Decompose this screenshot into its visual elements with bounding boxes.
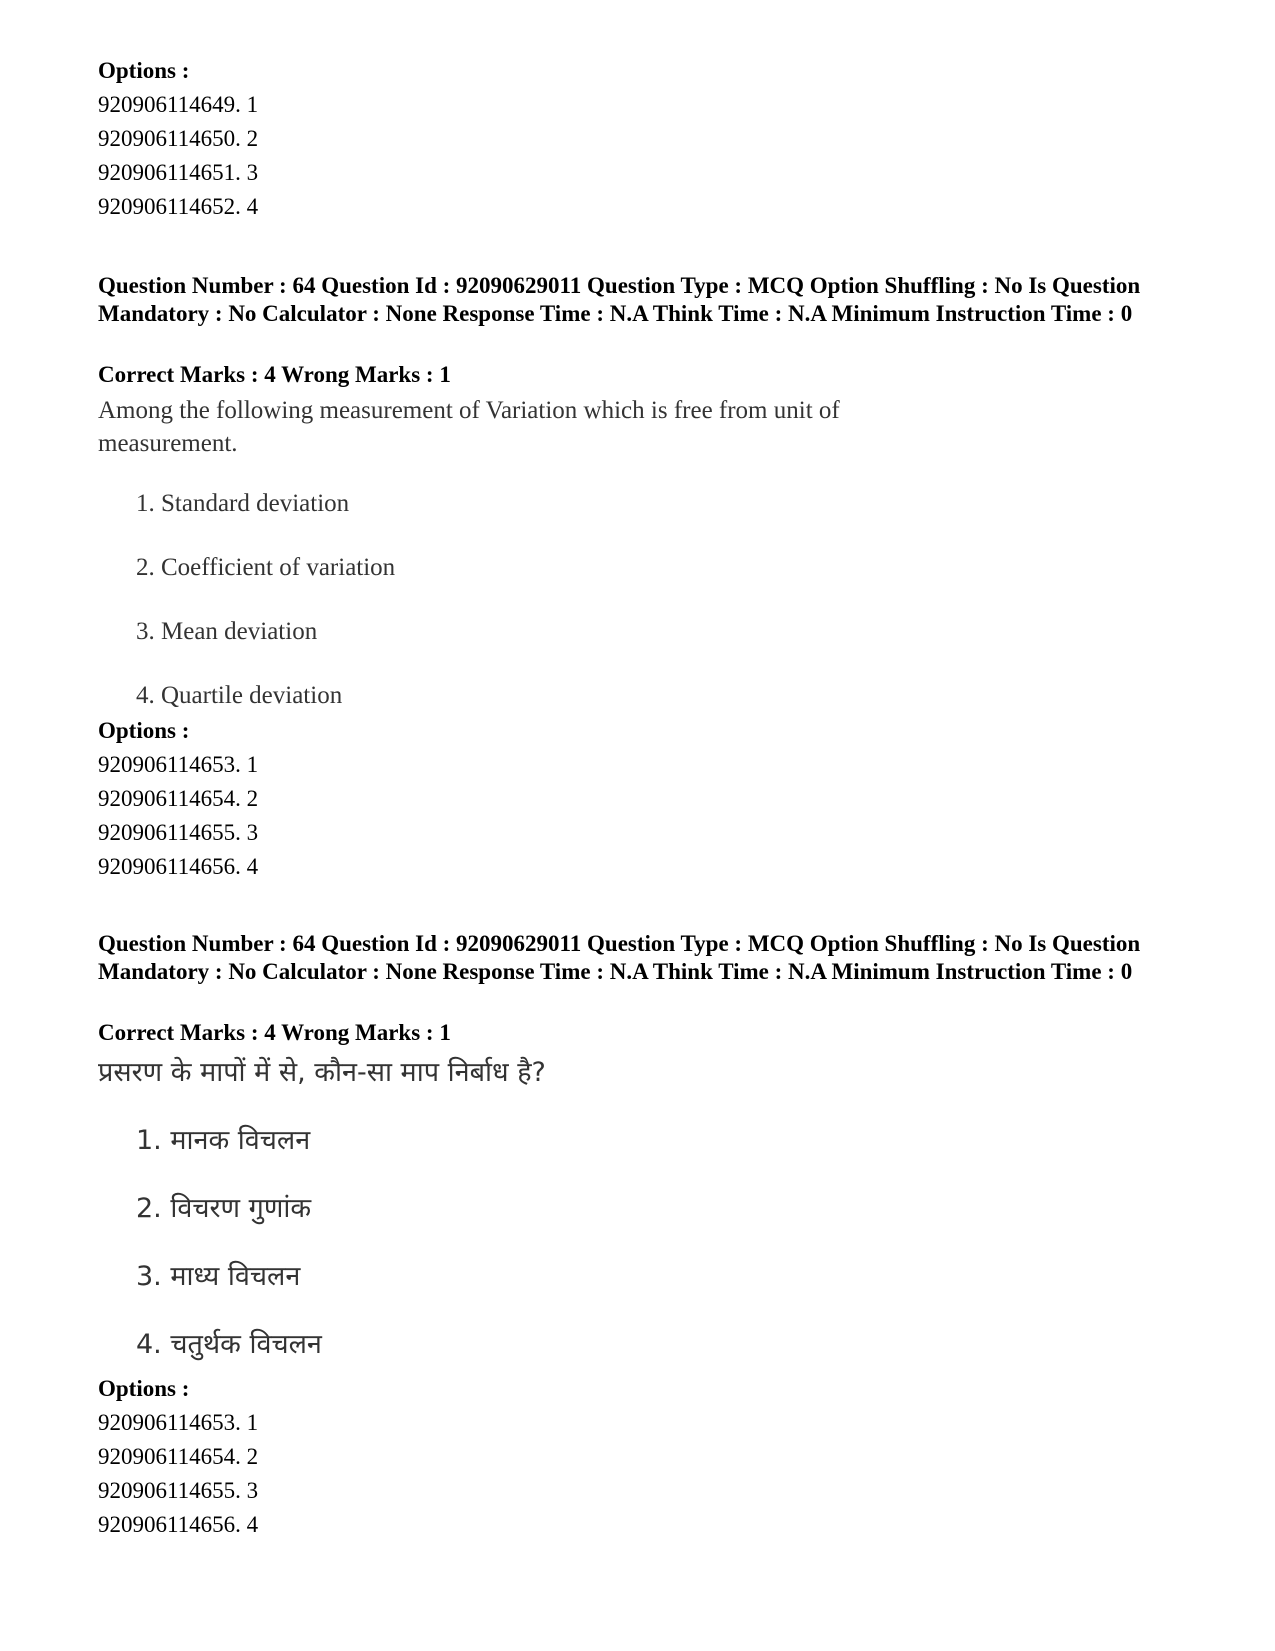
answer-choice: 1. मानक विचलन (136, 1125, 311, 1156)
question-meta: Question Number : 64 Question Id : 92090629011 Question Type : MCQ Option Shuffling : No Is Question Mandatory : No Calculator : None Response Time : N.A Think Time : N.A Minimum Instruction Time : 0 (98, 273, 1141, 326)
option-line: 920906114656. 4 (98, 854, 259, 879)
question-text-line: Among the following measurement of Variation which is free from unit of (98, 397, 840, 424)
options-heading: Options : (98, 1376, 190, 1401)
question-text-line: प्रसरण के मापों में से, कौन-सा माप निर्बाध है? (98, 1057, 546, 1088)
option-line: 920906114651. 3 (98, 160, 259, 185)
option-line: 920906114653. 1 (98, 1410, 259, 1435)
question-meta: Question Number : 64 Question Id : 92090629011 Question Type : MCQ Option Shuffling : No Is Question Mandatory : No Calculator : None Response Time : N.A Think Time : N.A Minimum Instruction Time : 0 (98, 931, 1141, 984)
answer-choice: 4. Quartile deviation (136, 682, 343, 709)
marks-line: Correct Marks : 4 Wrong Marks : 1 (98, 1020, 451, 1045)
option-line: 920906114655. 3 (98, 820, 259, 845)
option-line: 920906114652. 4 (98, 194, 259, 219)
question-text-line: measurement. (98, 430, 238, 457)
answer-choice: 3. माध्य विचलन (136, 1261, 301, 1292)
option-line: 920906114653. 1 (98, 752, 259, 777)
option-line: 920906114654. 2 (98, 786, 259, 811)
option-line: 920906114654. 2 (98, 1444, 259, 1469)
answer-choice: 4. चतुर्थक विचलन (136, 1329, 322, 1360)
option-line: 920906114656. 4 (98, 1512, 259, 1537)
answer-choice: 2. विचरण गुणांक (136, 1193, 312, 1224)
answer-choice: 1. Standard deviation (136, 490, 350, 517)
option-line: 920906114655. 3 (98, 1478, 259, 1503)
options-heading: Options : (98, 718, 190, 743)
option-line: 920906114650. 2 (98, 126, 259, 151)
options-heading: Options : (98, 58, 190, 83)
option-line: 920906114649. 1 (98, 92, 259, 117)
answer-choice: 2. Coefficient of variation (136, 554, 396, 581)
answer-choice: 3. Mean deviation (136, 618, 318, 645)
marks-line: Correct Marks : 4 Wrong Marks : 1 (98, 362, 451, 387)
